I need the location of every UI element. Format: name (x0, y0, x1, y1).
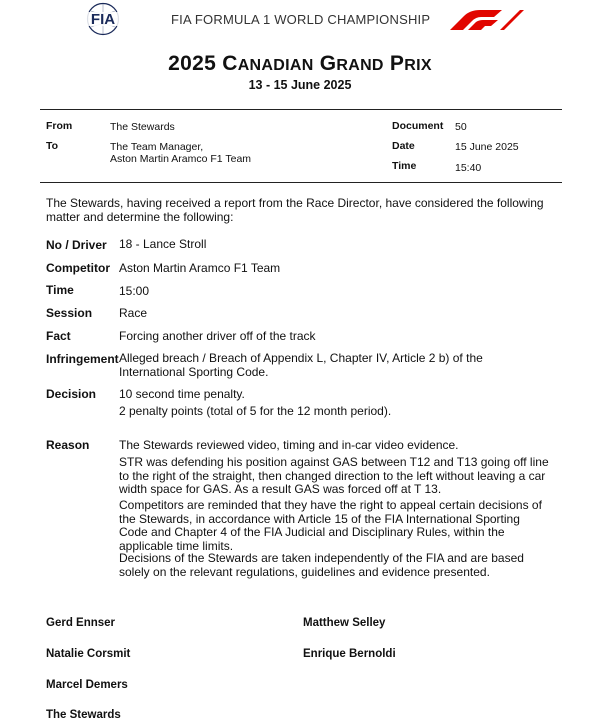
event-title (0, 52, 600, 76)
from-label: From (46, 120, 73, 132)
title-year: 2025 (168, 52, 217, 75)
reason-paragraph-3: Competitors are reminded that they have the right to appeal certain decisions of the Stewards, in accordance with Article 15 of the FIA International Sporting Code and Chapter 4 of the FIA Judicial and Disciplinary Rules, within the applicable time limits. (119, 498, 542, 553)
title-c3: P (389, 52, 405, 75)
intro-paragraph: The Stewards, having received a report from the Race Director, have considered the following matter and determine the following: (46, 196, 544, 224)
document-header (0, 0, 600, 40)
title-c2: G (319, 52, 337, 75)
decision-label: Decision (46, 387, 97, 401)
time-label: Time (392, 160, 417, 172)
session-value: Race (119, 306, 148, 320)
steward-gerd-ennser: Gerd Ennser (46, 617, 116, 629)
reason-label: Reason (46, 438, 90, 452)
steward-matthew-selley: Matthew Selley (303, 617, 386, 629)
steward-marcel-demers: Marcel Demers (46, 679, 128, 691)
infringement-value: Alleged breach / Breach of Appendix L, Chapter IV, Article 2 b) of the International Sporting Code. (119, 351, 483, 379)
divider-top (40, 109, 562, 110)
title-r1: ANADIAN (237, 57, 314, 74)
fia-logo-text: FIA (90, 11, 116, 28)
time-row-value: 15:00 (119, 284, 150, 298)
fia-logo (78, 2, 128, 36)
from-value: The Stewards (110, 121, 175, 133)
fact-value: Forcing another driver off of the track (119, 329, 316, 343)
to-label: To (46, 140, 59, 152)
session-label: Session (46, 306, 93, 320)
championship-title: FIA FORMULA 1 WORLD CHAMPIONSHIP (171, 12, 431, 27)
no-driver-label: No / Driver (46, 238, 107, 252)
f1-logo-icon (450, 8, 524, 30)
fact-label: Fact (46, 329, 71, 343)
reason-paragraph-1: The Stewards reviewed video, timing and in-car video evidence. (119, 438, 459, 452)
date-label: Date (392, 140, 415, 152)
time-value: 15:40 (455, 162, 482, 174)
divider-bottom (40, 182, 562, 183)
event-dates: 13 - 15 June 2025 (248, 78, 352, 92)
stewards-footer: The Stewards (46, 709, 121, 721)
decision-value-2: 2 penalty points (total of 5 for the 12 month period). (119, 404, 392, 418)
no-driver-value: 18 - Lance Stroll (119, 237, 207, 251)
competitor-label: Competitor (46, 261, 110, 275)
competitor-value: Aston Martin Aramco F1 Team (119, 261, 281, 275)
steward-enrique-bernoldi: Enrique Bernoldi (303, 648, 396, 660)
document-label: Document (392, 120, 444, 132)
decision-value-1: 10 second time penalty. (119, 387, 245, 401)
reason-paragraph-2: STR was defending his position against GAS between T12 and T13 going off line to the right of the straight, then changed direction to the left without leaving a car width space for GAS. As a result GAS was forced off at T 13. (119, 455, 549, 496)
title-r3: RIX (404, 57, 432, 74)
to-value-2: Aston Martin Aramco F1 Team (110, 153, 252, 165)
time-row-label: Time (46, 283, 74, 297)
infringement-label: Infringement (46, 352, 119, 366)
document-value: 50 (455, 121, 467, 133)
to-value-1: The Team Manager, (110, 141, 204, 153)
steward-natalie-corsmit: Natalie Corsmit (46, 648, 131, 660)
title-c1: C (222, 52, 238, 75)
date-value: 15 June 2025 (455, 141, 519, 153)
reason-paragraph-4: Decisions of the Stewards are taken independently of the FIA and are based solely on the relevant regulations, guidelines and evidence presented. (119, 551, 524, 579)
title-r2: RAND (336, 57, 384, 74)
